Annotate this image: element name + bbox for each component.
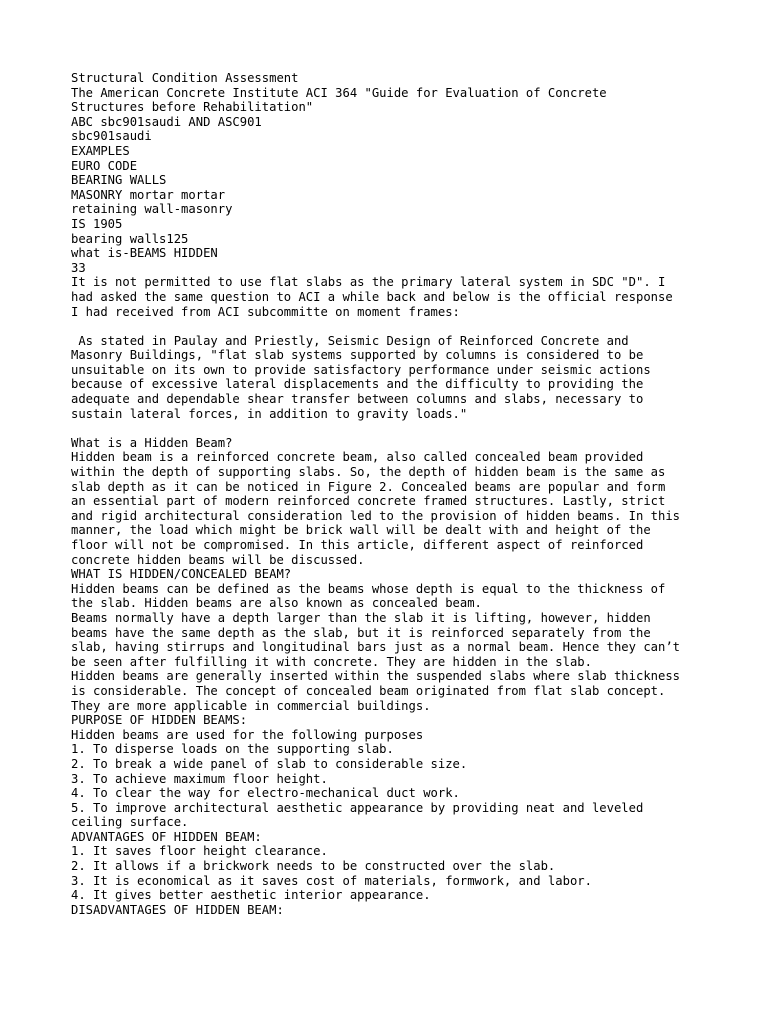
text-line: IS 1905 (71, 216, 123, 231)
text-line: because of excessive lateral displacements and the difficulty to providing the (71, 377, 644, 392)
text-line: Structures before Rehabilitation" (71, 100, 314, 115)
text-line: what is-BEAMS HIDDEN (71, 246, 218, 261)
text-line: 33 (71, 260, 86, 275)
text-line: Hidden beams are generally inserted within the suspended slabs where slab thickness (71, 669, 681, 684)
text-line: slab depth as it can be noticed in Figure 2. Concealed beams are popular and form (71, 479, 666, 494)
text-line: Structural Condition Assessment (71, 71, 299, 85)
text-line: be seen after fulfilling it with concrete. They are hidden in the slab. (71, 654, 592, 669)
text-line: What is a Hidden Beam? (71, 435, 233, 450)
text-line: unsuitable on its own to provide satisfactory performance under seismic actions (71, 362, 651, 377)
text-line: BEARING WALLS (71, 173, 167, 188)
text-line (71, 319, 711, 334)
text-line: within the depth of supporting slabs. So, the depth of hidden beam is the same as (71, 465, 666, 480)
text-line: Masonry Buildings, "flat slab systems supported by columns is considered to be (71, 348, 644, 363)
text-line: had asked the same question to ACI a while back and below is the official response (71, 289, 673, 304)
text-line: ABC sbc901saudi AND ASC901 (71, 114, 262, 129)
text-line: sbc901saudi (71, 129, 152, 144)
text-line: 4. To clear the way for electro-mechanical duct work. (71, 786, 460, 801)
text-line: EURO CODE (71, 158, 138, 173)
text-line: ceiling surface. (71, 815, 189, 830)
text-line: 5. To improve architectural aesthetic appearance by providing neat and leveled (71, 800, 644, 815)
text-line: I had received from ACI subcommitte on moment frames: (71, 304, 460, 319)
text-line: Hidden beams can be defined as the beams whose depth is equal to the thickness of (71, 581, 666, 596)
text-line: is considerable. The concept of concealed beam originated from flat slab concept. (71, 683, 666, 698)
text-line: EXAMPLES (71, 143, 130, 158)
text-line: WHAT IS HIDDEN/CONCEALED BEAM? (71, 567, 292, 582)
text-line: Hidden beams are used for the following purposes (71, 727, 424, 742)
text-line: DISADVANTAGES OF HIDDEN BEAM: (71, 902, 284, 917)
text-line: an essential part of modern reinforced concrete framed structures. Lastly, strict (71, 494, 666, 509)
text-line: Beams normally have a depth larger than the slab it is lifting, however, hidden (71, 610, 651, 625)
text-line: 1. It saves floor height clearance. (71, 844, 328, 859)
text-line: As stated in Paulay and Priestly, Seismic Design of Reinforced Concrete and (71, 333, 629, 348)
text-line: 3. It is economical as it saves cost of materials, formwork, and labor. (71, 873, 592, 888)
text-line: 2. It allows if a brickwork needs to be constructed over the slab. (71, 859, 556, 874)
text-line: 3. To achieve maximum floor height. (71, 771, 328, 786)
text-line: 2. To break a wide panel of slab to considerable size. (71, 756, 468, 771)
text-line: sustain lateral forces, in addition to gravity loads." (71, 406, 468, 421)
text-line: floor will not be compromised. In this article, different aspect of reinforced (71, 538, 644, 552)
text-line: bearing walls125 (71, 231, 189, 246)
text-line: It is not permitted to use flat slabs as the primary lateral system in SDC "D". I (71, 275, 666, 290)
text-line: beams have the same depth as the slab, but it is reinforced separately from the (71, 625, 651, 640)
text-line: 1. To disperse loads on the supporting slab. (71, 742, 394, 757)
document-page (71, 71, 711, 917)
text-line: manner, the load which might be brick wall will be dealt with and height of the (71, 523, 651, 538)
text-line: Hidden beam is a reinforced concrete beam, also called concealed beam provided (71, 450, 644, 465)
text-line: The American Concrete Institute ACI 364 "Guide for Evaluation of Concrete (71, 85, 607, 100)
text-line: 4. It gives better aesthetic interior appearance. (71, 888, 431, 903)
text-line (71, 421, 711, 436)
text-line: slab, having stirrups and longitudinal bars just as a normal beam. Hence they can’t (71, 640, 681, 655)
text-line: PURPOSE OF HIDDEN BEAMS: (71, 713, 248, 728)
text-line: MASONRY mortar mortar (71, 187, 226, 202)
text-line: ADVANTAGES OF HIDDEN BEAM: (71, 829, 262, 844)
text-line: the slab. Hidden beams are also known as concealed beam. (71, 596, 482, 611)
text-line: concrete hidden beams will be discussed. (71, 552, 365, 567)
text-line: and rigid architectural consideration led to the provision of hidden beams. In this (71, 508, 681, 523)
text-line: adequate and dependable shear transfer between columns and slabs, necessary to (71, 392, 644, 407)
text-line: retaining wall-masonry (71, 202, 233, 217)
text-line: They are more applicable in commercial buildings. (71, 698, 431, 713)
